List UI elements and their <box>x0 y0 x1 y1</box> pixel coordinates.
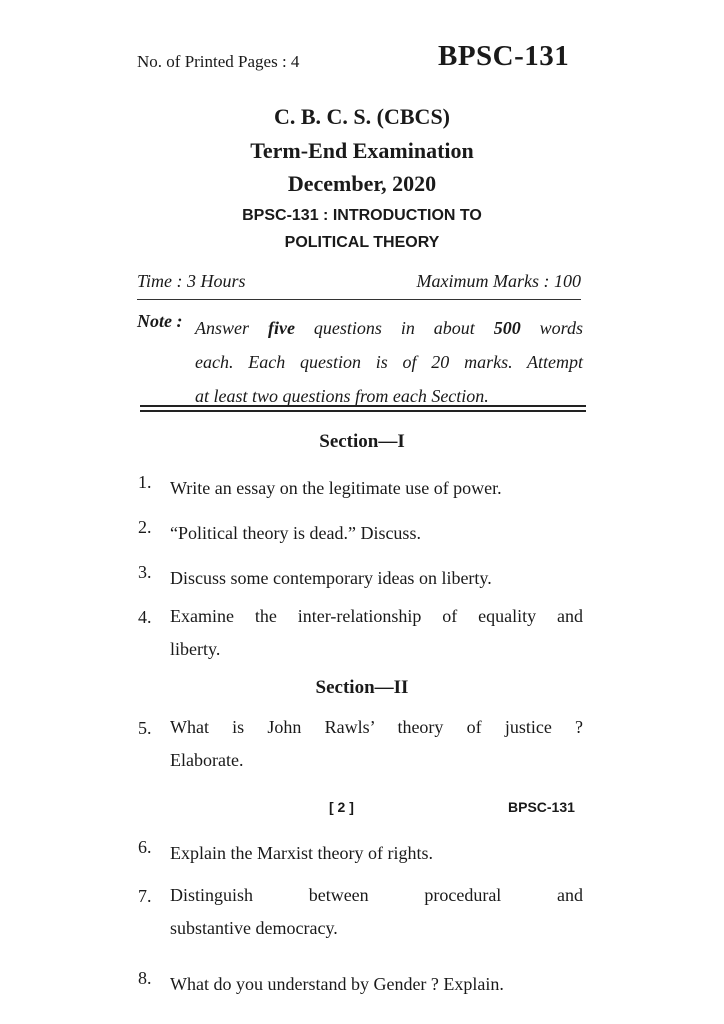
maximum-marks: Maximum Marks : 100 <box>416 271 581 291</box>
question-number: 7. <box>138 886 152 906</box>
question-text: Distinguish between procedural and substantive democracy. <box>170 885 583 938</box>
question-number: 6. <box>138 837 152 857</box>
question-text: Examine the inter-relationship of equality and liberty. <box>170 606 583 659</box>
question-text: What do you understand by Gender ? Explain. <box>170 974 504 994</box>
exam-title: Term-End Examination <box>250 138 474 163</box>
course-code-header: BPSC-131 <box>438 40 570 72</box>
note-word-count: 500 <box>493 318 521 338</box>
question-number: 4. <box>138 607 152 627</box>
note-instructions <box>195 311 583 413</box>
question-number: 8. <box>138 968 152 988</box>
question-number: 3. <box>138 562 152 582</box>
double-rule-bottom <box>140 410 586 412</box>
question-number: 1. <box>138 472 152 492</box>
section-heading: Section—I <box>319 431 405 452</box>
note-line-3: at least two questions from each Section. <box>195 386 489 406</box>
note-label: Note : <box>137 311 183 331</box>
note-line-1: Answer five questions in about 500 words <box>195 318 583 338</box>
question-number: 2. <box>138 517 152 537</box>
course-title-line-1: BPSC-131 : INTRODUCTION TO <box>242 207 482 224</box>
question-text: “Political theory is dead.” Discuss. <box>170 523 421 543</box>
question-text: Discuss some contemporary ideas on liberty. <box>170 568 492 588</box>
section-heading: Section—II <box>315 677 409 698</box>
time-limit: Time : 3 Hours <box>137 271 246 291</box>
question-text: What is John Rawls’ theory of justice ? Elaborate. <box>170 717 583 770</box>
divider <box>137 299 581 300</box>
note-five-emphasis: five <box>267 318 295 338</box>
page-number: [ 2 ] <box>329 799 354 815</box>
exam-date: December, 2020 <box>287 171 437 196</box>
course-title-line-2: POLITICAL THEORY <box>284 234 440 251</box>
course-code-footer: BPSC-131 <box>508 799 575 815</box>
printed-pages-count: No. of Printed Pages : 4 <box>137 52 300 71</box>
question-text: Explain the Marxist theory of rights. <box>170 843 433 863</box>
note-line-2: each. Each question is of 20 marks. Attempt <box>195 352 583 372</box>
scheme-title: C. B. C. S. (CBCS) <box>273 104 451 129</box>
double-rule-top <box>140 405 586 407</box>
question-number: 5. <box>138 718 152 738</box>
question-text: Write an essay on the legitimate use of power. <box>170 478 502 498</box>
